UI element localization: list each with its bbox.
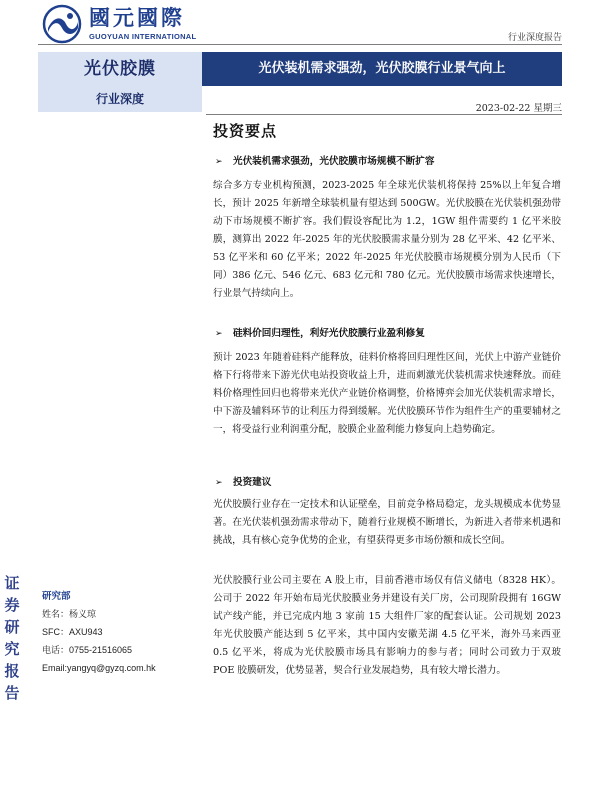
section-title: 投资要点 (213, 122, 278, 140)
report-depth-tag: 行业深度 (38, 86, 202, 112)
section-heading-silicon (215, 325, 425, 339)
report-headline: 光伏装机需求强劲，光伏胶膜行业景气向上 (202, 52, 562, 86)
researcher-name: 姓名：杨义琼 (42, 609, 97, 619)
bullet-arrow-icon: ➢ (215, 478, 223, 488)
researcher-dept: 研究部 (42, 591, 71, 602)
bullet-arrow-icon: ➢ (215, 329, 223, 339)
researcher-phone: 电话：0755-21516065 (42, 645, 133, 655)
researcher-info (42, 588, 202, 677)
report-type-label: 行业深度报告 (507, 33, 562, 43)
industry-label: 光伏胶膜 (38, 52, 202, 86)
vertical-char: 券 (4, 596, 20, 614)
date-divider (206, 114, 562, 115)
bullet-arrow-icon: ➢ (215, 157, 223, 167)
vertical-char: 报 (4, 662, 20, 680)
section-heading-investment (215, 474, 271, 488)
logo-english-name: GUOYUAN INTERNATIONAL (89, 32, 197, 41)
paragraph-investment-2: 光伏胶膜行业公司主要在 A 股上市，目前香港市场仅有信义储电（8328 HK）。公司于 2022 年开始布局光伏胶膜业务并建设有关厂房，公司现阶段拥有 16GW 试产线产能，并已完成内地 3 家前 15 大组件厂家的配套认证。公司规划 2023 年光伏胶膜产能达到 5 亿平米，其中国内安徽芜湖 4.5 亿平米，海外马来西亚 0.5 亿平米，将成为光伏胶膜市场具有影响力的参与者；同时公司致力于双玻 POE 胶膜研发，优势显著，契合行业发展趋势，具有较大增长潜力。 (213, 575, 561, 676)
header-divider (38, 44, 562, 45)
vertical-char: 证 (4, 574, 20, 592)
paragraph-demand: 综合多方专业机构预测，2023-2025 年全球光伏装机将保持 25%以上年复合增长，预计 2025 年新增全球装机量有望达到 500GW。光伏胶膜在光伏装机强劲带动下市场规模不断扩容。我们假设容配比为 1.2，1GW 组件需要约 1 亿平米胶膜，测算出 2022 年-2025 年的光伏胶膜需求量分别为 28 亿平米、42 亿平米、53 亿平米和 60 亿平米；2022 年-2025 年光伏胶膜市场规模分别为人民币（下同）386 亿元、546 亿元、683 亿元和 780 亿元。光伏胶膜市场需求快速增长，行业景气持续向上。 (213, 180, 561, 299)
vertical-char: 研 (4, 618, 20, 636)
paragraph-investment-1: 光伏胶膜行业存在一定技术和认证壁垒，目前竞争格局稳定，龙头规模成本优势显著。在光伏装机强劲需求带动下，随着行业规模不断增长，为新进入者带来机遇和挑战，具有核心竞争优势的企业，有望获得更多市场份额和成长空间。 (213, 499, 561, 546)
company-logo (42, 4, 242, 44)
section-heading-text: 光伏装机需求强劲，光伏胶膜市场规模不断扩容 (233, 156, 435, 167)
researcher-sfc: SFC：AXU943 (42, 627, 103, 637)
logo-chinese-name: 國元國際 (89, 6, 185, 30)
report-date: 2023-02-22 星期三 (475, 103, 562, 114)
researcher-email: Email:yangyq@gyzq.com.hk (42, 663, 156, 673)
paragraph-silicon: 预计 2023 年随着硅料产能释放，硅料价格将回归理性区间，光伏上中游产业链价格下行将带来下游光伏电站投资收益上升，进而刺激光伏装机需求快速释放。而硅料价格理性回归也将带来光伏产业链价格调整，价格博弈会加光伏装机需求增长，中下游及辅料环节的让利压力得到缓解。光伏胶膜环节作为组件生产的重要辅材之一，将受益行业利润重分配，胶膜企业盈利能力修复向上趋势确定。 (213, 352, 561, 435)
section-heading-demand (215, 153, 434, 167)
vertical-char: 告 (4, 684, 20, 702)
section-heading-text: 硅料价回归理性，利好光伏胶膜行业盈利修复 (233, 328, 425, 339)
vertical-char: 究 (4, 640, 20, 658)
section-heading-text: 投资建议 (233, 477, 272, 488)
vertical-report-label (0, 572, 24, 704)
guoyuan-logo-icon (42, 4, 82, 44)
